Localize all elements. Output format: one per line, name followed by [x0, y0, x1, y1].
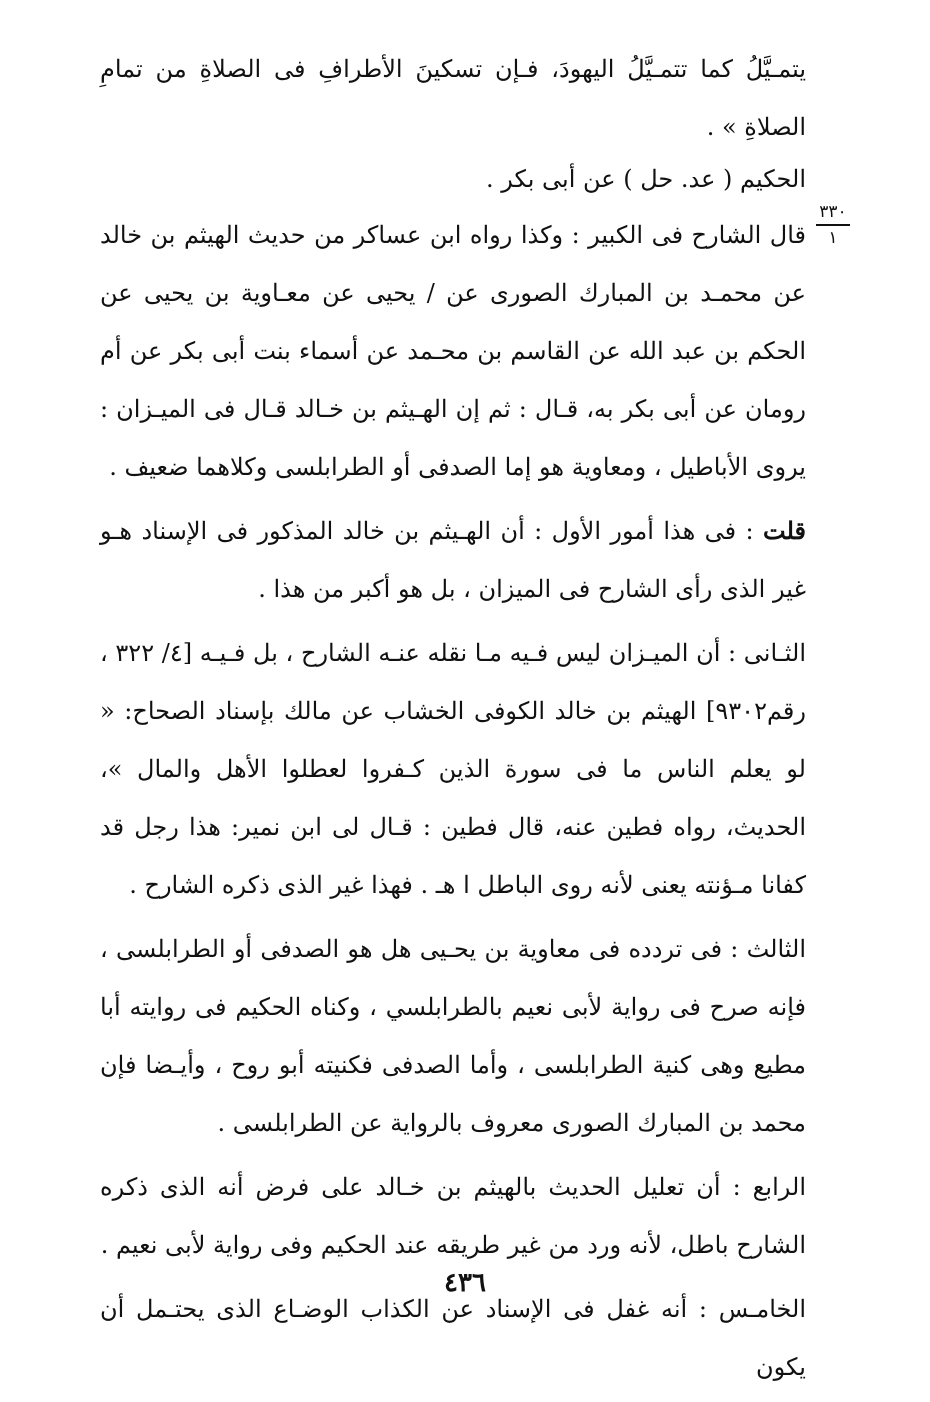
margin-note-bottom: ١	[828, 228, 838, 248]
opening-block	[100, 40, 806, 162]
margin-note	[808, 203, 858, 247]
margin-note-top: ٣٣٠	[819, 202, 847, 222]
paragraph-3-text: الثـانى : أن الميـزان ليس فـيه مـا نقله عنـه الشارح ، بل فـيـه [٤/ ٣٢٢ ، رقم٩٣٠٢] الهيثم بن خالد الكوفى الخشاب عن مالك بإسناد الصحاح: « لو يعلم الناس ما فى سورة الذين كـفروا لعطلوا الأهل والمال »، الحديث، رواه فطين عنه، قال فطين : قـال لى ابن نمير: هذا رجل قد كفانا مـؤنته يعنى لأنه روى الباطل ا هـ . فهذا غير الذى ذكره الشارح .	[100, 639, 807, 899]
body-text	[100, 206, 806, 1402]
citation-block	[100, 150, 806, 214]
paragraph-6-text: الخامـس : أنه غفل فى الإسناد عن الكذاب الوضـاع الذى يحتـمل أن يكون	[100, 1295, 806, 1381]
paragraph-2-lead: قلت	[763, 516, 806, 545]
page-number: ٤٣٦	[444, 1268, 486, 1298]
paragraph-2	[100, 502, 806, 618]
paragraph-4	[100, 920, 806, 1152]
margin-note-rule	[816, 224, 850, 226]
paragraph-4-text: الثالث : فى تردده فى معاوية بن يحـيى هل هو الصدفى أو الطرابلسى ، فإنه صرح فى رواية لأبى نعيم بالطرابلسي ، وكناه الحكيم فى روايته أبا مطيع وهى كنية الطرابلسى ، وأما الصدفى فكنيته أبو روح ، وأيـضا فإن محمد بن المبارك الصورى معروف بالرواية عن الطرابلسى .	[100, 935, 807, 1137]
paragraph-5	[100, 1158, 806, 1274]
paragraph-5-text: الرابع : أن تعليل الحديث بالهيثم بن خـالد على فرض أنه الذى ذكره الشارح باطل، لأنه ورد من غير طريقه عند الحكيم وفى رواية لأبى نعيم .	[100, 1173, 806, 1259]
paragraph-2-text: : فى هذا أمور الأول : أن الهـيثم بن خالد المذكور فى الإسناد هـو غير الذى رأى الشارح فى الميزان ، بل هو أكبر من هذا .	[100, 517, 806, 603]
opening-line: يتمـيَّلُ كما تتمـيَّلُ اليهودَ، فـإن تسكينَ الأطرافِ فى الصلاةِ من تمامِ الصلاةِ » .	[100, 55, 806, 141]
paragraph-3	[100, 624, 806, 914]
paragraph-1	[100, 206, 806, 496]
paragraph-1-text: قال الشارح فى الكبير : وكذا رواه ابن عساكر من حديث الهيثم بن خالد عن محمـد بن المبارك الصورى عن / يحيى عن معـاوية بن يحيى عن الحكم بن عبد الله عن القاسم بن محـمد عن أسماء بنت أبى بكر عن أم رومان عن أبى بكر به، قـال : ثم إن الهـيثم بن خـالد قـال فى الميـزان : يروى الأباطيل ، ومعاوية هو إما الصدفى أو الطرابلسى وكلاهما ضعيف .	[100, 221, 806, 481]
citation-line: الحكيم ( عد. حل ) عن أبى بكر .	[485, 165, 806, 193]
